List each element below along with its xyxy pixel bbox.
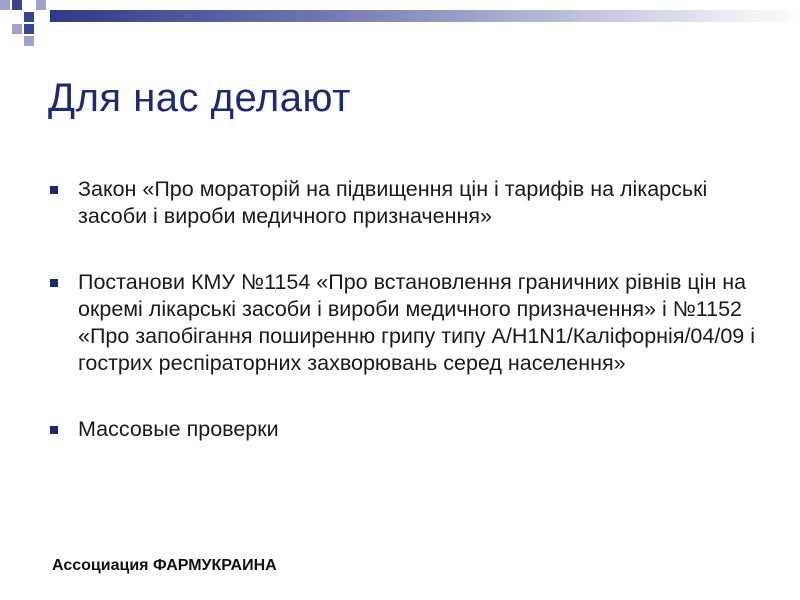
header-gradient-rule [50,10,800,22]
decorative-square [24,36,34,46]
bullet-text: Постанови КМУ №1154 «Про встановлення граничних рівнів цін на окремі лікарські засоби і вироби медичного призначення» і №1152 «Про запобігання поширенню грипу типу А/H1N1/Каліфорнія/04/09 і гострих респіраторних захворювань серед населення» [78,270,755,375]
decorative-square [24,12,34,22]
decorative-square [36,0,46,10]
bullet-item-inspections [48,416,768,443]
decorative-square [12,0,22,10]
bullet-text: Массовые проверки [78,417,279,441]
square-bullet-icon [50,426,58,434]
slide-title: Для нас делают [48,76,351,120]
bullet-list [48,176,768,443]
bullet-text: Закон «Про мораторій на підвищення цін і тарифів на лікарські засоби і вироби медичного призначення» [78,177,708,228]
bullet-item-law [48,176,768,230]
square-bullet-icon [50,186,58,194]
footer-organization: Ассоциация ФАРМУКРАИНА [52,557,277,574]
square-bullet-icon [50,279,58,287]
decorative-square [24,24,34,34]
bullet-item-resolutions [48,269,768,377]
decorative-square [12,24,22,34]
decorative-squares [0,0,60,46]
decorative-square [0,0,10,10]
